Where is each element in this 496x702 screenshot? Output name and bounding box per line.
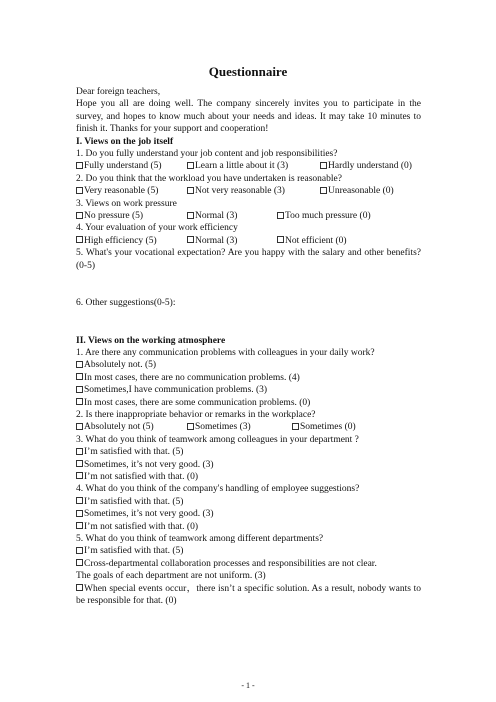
options-row	[76, 235, 421, 247]
option[interactable]: Sometimes (3)	[187, 421, 292, 433]
checkbox-icon[interactable]	[76, 522, 83, 529]
checkbox-icon[interactable]	[76, 497, 83, 504]
page-number: - 1 -	[241, 681, 255, 690]
question-text: 1. Are there any communication problems with colleagues in your daily work?	[76, 347, 375, 358]
checkbox-icon[interactable]	[187, 162, 194, 169]
option[interactable]: Learn a little about it (3)	[187, 160, 320, 172]
option-continuation: The goals of each department are not uniform. (3)	[76, 571, 266, 582]
question-text: 1. Do you fully understand your job content and job responsibilities?	[76, 149, 338, 160]
checkbox-icon[interactable]	[76, 361, 83, 368]
questionnaire-body	[76, 86, 421, 607]
option[interactable]: When special events occur，there isn’t a specific solution. As a result, nobody wants to be responsible for that. (0)	[76, 583, 421, 607]
checkbox-icon[interactable]	[76, 423, 83, 430]
option[interactable]: Hardly understand (0)	[320, 160, 412, 172]
question-text: 4. What do you think of the company's handling of employee suggestions?	[76, 484, 360, 495]
option[interactable]: Not very reasonable (3)	[187, 185, 320, 197]
option[interactable]: Fully understand (5)	[76, 160, 187, 172]
checkbox-icon[interactable]	[320, 187, 327, 194]
option[interactable]: I’m satisfied with that. (5)	[76, 446, 421, 458]
option[interactable]: In most cases, there are some communication problems. (0)	[76, 397, 421, 409]
option[interactable]: Absolutely not. (5)	[76, 359, 421, 371]
checkbox-icon[interactable]	[76, 448, 83, 455]
option[interactable]: I’m satisfied with that. (5)	[76, 496, 421, 508]
checkbox-icon[interactable]	[76, 162, 83, 169]
checkbox-icon[interactable]	[277, 236, 284, 243]
question-text: 3. What do you think of teamwork among colleagues in your department ?	[76, 434, 359, 445]
checkbox-icon[interactable]	[76, 510, 83, 517]
options-row	[76, 421, 421, 433]
checkbox-icon[interactable]	[76, 547, 83, 554]
checkbox-icon[interactable]	[76, 584, 83, 591]
options-row	[76, 185, 421, 197]
option[interactable]: Very reasonable (5)	[76, 185, 187, 197]
question-text: 4. Your evaluation of your work efficiency	[76, 223, 238, 234]
option[interactable]: In most cases, there are no communication problems. (4)	[76, 372, 421, 384]
option[interactable]: I’m not satisfied with that. (0)	[76, 521, 421, 533]
page-title: Questionnaire	[208, 64, 288, 79]
checkbox-icon[interactable]	[76, 398, 83, 405]
option[interactable]: Normal (3)	[187, 235, 277, 247]
option[interactable]: Too much pressure (0)	[277, 210, 371, 222]
checkbox-icon[interactable]	[76, 559, 83, 566]
option[interactable]: Not efficient (0)	[277, 235, 347, 247]
option[interactable]: I’m satisfied with that. (5)	[76, 545, 421, 557]
checkbox-icon[interactable]	[277, 212, 284, 219]
option[interactable]: Unreasonable (0)	[320, 185, 394, 197]
option[interactable]: No pressure (5)	[76, 210, 187, 222]
question-text: 2. Do you think that the workload you have undertaken is reasonable?	[76, 173, 342, 184]
question-text: 5. What do you think of teamwork among different departments?	[76, 534, 324, 544]
option[interactable]: High efficiency (5)	[76, 235, 187, 247]
option[interactable]: Sometimes (0)	[292, 421, 356, 433]
checkbox-icon[interactable]	[76, 472, 83, 479]
checkbox-icon[interactable]	[292, 423, 299, 430]
option[interactable]: Sometimes, it’s not very good. (3)	[76, 508, 421, 520]
checkbox-icon[interactable]	[76, 212, 83, 219]
checkbox-icon[interactable]	[320, 162, 327, 169]
checkbox-icon[interactable]	[187, 187, 194, 194]
option[interactable]: Sometimes,I have communication problems. (3)	[76, 384, 421, 396]
question-text: 3. Views on work pressure	[76, 198, 177, 209]
option[interactable]: Normal (3)	[187, 210, 277, 222]
question-text: 5. What's your vocational expectation? Are you happy with the salary and other benefits? (0-5)	[76, 248, 421, 271]
section-heading: I. Views on the job itself	[76, 136, 174, 147]
option[interactable]: Cross-departmental collaboration processes and responsibilities are not clear.	[76, 558, 421, 570]
option[interactable]: Absolutely not (5)	[76, 421, 187, 433]
checkbox-icon[interactable]	[187, 212, 194, 219]
checkbox-icon[interactable]	[187, 423, 194, 430]
checkbox-icon[interactable]	[76, 236, 83, 243]
section-heading: II. Views on the working atmosphere	[76, 335, 226, 346]
options-row	[76, 210, 421, 222]
options-row	[76, 160, 421, 172]
option[interactable]: I’m not satisfied with that. (0)	[76, 471, 421, 483]
question-text: 6. Other suggestions(0-5):	[76, 298, 176, 309]
checkbox-icon[interactable]	[76, 460, 83, 467]
greeting: Dear foreign teachers,	[76, 87, 161, 97]
checkbox-icon[interactable]	[76, 373, 83, 380]
question-text: 2. Is there inappropriate behavior or remarks in the workplace?	[76, 409, 316, 420]
intro-paragraph: Hope you all are doing well. The company sincerely invites you to participate in the survey, and hopes to know much about your needs and ideas. It may take 10 minutes to finish it. Thanks for your support and cooperation!	[76, 99, 421, 135]
answer-space[interactable]	[76, 310, 421, 335]
option[interactable]: Sometimes, it’s not very good. (3)	[76, 459, 421, 471]
answer-space[interactable]	[76, 272, 421, 297]
checkbox-icon[interactable]	[76, 386, 83, 393]
checkbox-icon[interactable]	[187, 236, 194, 243]
checkbox-icon[interactable]	[76, 187, 83, 194]
